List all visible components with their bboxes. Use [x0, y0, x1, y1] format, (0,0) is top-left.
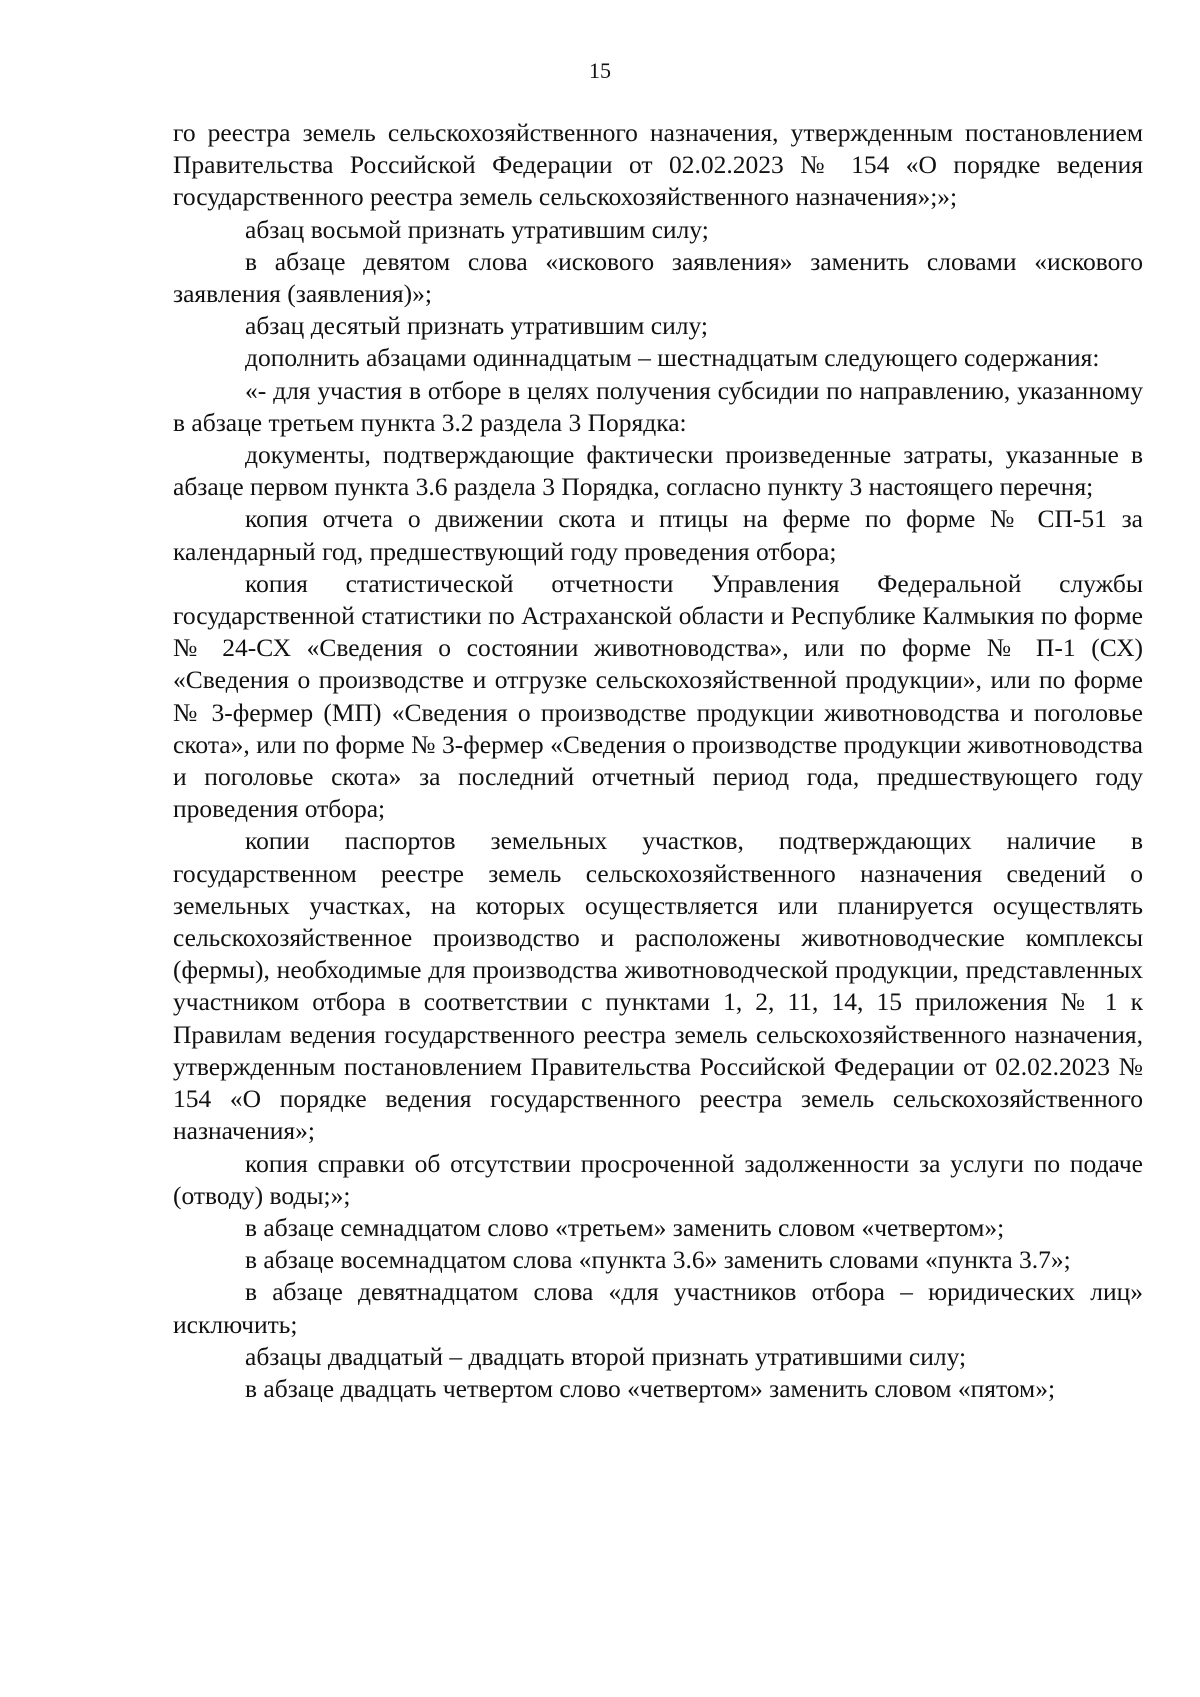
paragraph-8th-abzac-void: абзац восьмой признать утратившим силу; [245, 214, 709, 244]
paragraph-water-debt-certificate: копия справки об отсутствии просроченной задолженности за услуги по подаче (отводу) воды;»; [173, 1148, 1143, 1210]
paragraph-17th-abzac-replace: в абзаце семнадцатом слово «третьем» заменить словом «четвертом»; [245, 1212, 1005, 1242]
paragraph-9th-abzac-replace: в абзаце девятом слова «искового заявления» заменить словами «искового заявления (заявления)»; [173, 246, 1143, 309]
paragraph-cost-documents: документы, подтверждающие фактически произведенные затраты, указанные в абзаце первом пункта 3.6 раздела 3 Порядка, согласно пункту 3 настоящего перечня; [173, 440, 1143, 502]
page-number: 15 [589, 58, 611, 83]
paragraph-24th-abzac-replace: в абзаце двадцать четвертом слово «четвертом» заменить словом «пятом»; [245, 1373, 1056, 1403]
paragraph-selection-participation: «- для участия в отборе в целях получения субсидии по направлению, указанному в абзаце третьем пункта 3.2 раздела 3 Порядка: [173, 375, 1143, 437]
paragraph-20-22-abzacs-void: абзацы двадцатый – двадцать второй признать утратившими силу; [245, 1341, 967, 1371]
paragraph-19th-abzac-exclude: в абзаце девятнадцатом слова «для участников отбора – юридических лиц» исключить; [173, 1277, 1143, 1339]
paragraph-10th-abzac-void: абзац десятый признать утратившим силу; [245, 311, 708, 341]
paragraph-add-abzacs: дополнить абзацами одиннадцатым – шестнадцатым следующего содержания: [245, 343, 1100, 373]
paragraph-18th-abzac-replace: в абзаце восемнадцатом слова «пункта 3.6» заменить словами «пункта 3.7»; [245, 1245, 1071, 1275]
document-body [173, 117, 1143, 1405]
paragraph-land-passports: копии паспортов земельных участков, подтверждающих наличие в государственном реестре земель сельскохозяйственного назначения сведений о земельных участках, на которых осуществляется или планируется осуществлять сельскохозяйственное производство и расположены животноводческие комплексы (фермы), необходимые для производства животноводческой продукции, представленных участником отбора в соответствии с пунктами 1, 2, 11, 14, 15 приложения № 1 к Правилам ведения государственного реестра земель сельскохозяйственного назначения, утвержденным постановлением Правительства Российской Федерации от 02.02.2023 № 154 «О порядке ведения государственного реестра земель сельскохозяйственного назначения»; [173, 826, 1143, 1146]
paragraph-statistical-reports: копия статистической отчетности Управления Федеральной службы государственной статистики по Астраханской области и Республике Калмыкия по форме № 24-СХ «Сведения о состоянии животноводства», или по форме № П-1 (СХ) «Сведения о производстве и отгрузке сельскохозяйственной продукции», или по форме № 3-фермер (МП) «Сведения о производстве продукции животноводства и поголовье скота», или по форме № 3-фермер «Сведения о производстве продукции животноводства и поголовье скота» за последний отчетный период года, предшествующего году проведения отбора; [173, 568, 1143, 824]
paragraph-livestock-report: копия отчета о движении скота и птицы на ферме по форме № СП-51 за календарный год, предшествующий году проведения отбора; [173, 504, 1143, 566]
paragraph-continuation: го реестра земель сельскохозяйственного назначения, утвержденным постановлением Правительства Российской Федерации от 02.02.2023 № 154 «О порядке ведения государственного реестра земель сельскохозяйственного назначения»;»; [173, 118, 1143, 212]
